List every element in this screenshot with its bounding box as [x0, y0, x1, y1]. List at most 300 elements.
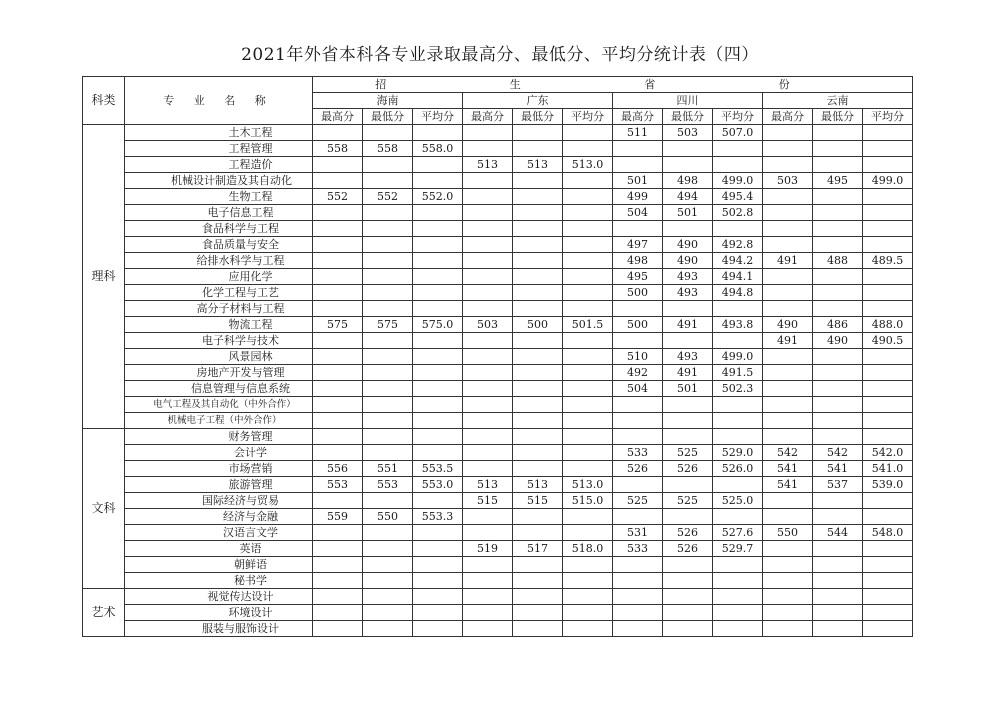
major-name-cell: 汉语言文学: [125, 525, 313, 541]
score-cell: [563, 605, 613, 621]
score-cell: [813, 301, 863, 317]
header-score-type: 最低分: [813, 109, 863, 125]
score-cell: [613, 221, 663, 237]
score-cell: [363, 269, 413, 285]
score-cell: [613, 557, 663, 573]
score-cell: [763, 557, 813, 573]
score-cell: [363, 541, 413, 557]
header-province-guangdong: 广东: [463, 93, 613, 109]
score-cell: 492.8: [713, 237, 763, 253]
score-cell: [363, 573, 413, 589]
score-cell: [513, 221, 563, 237]
score-cell: [663, 621, 713, 637]
score-cell: [363, 429, 413, 445]
header-province-hainan: 海南: [313, 93, 463, 109]
score-cell: [363, 413, 413, 429]
score-cell: 495: [813, 173, 863, 189]
major-name-cell: 给排水科学与工程: [125, 253, 313, 269]
score-cell: [813, 285, 863, 301]
score-cell: [463, 557, 513, 573]
score-cell: [463, 253, 513, 269]
score-cell: [863, 605, 913, 621]
score-cell: [563, 509, 613, 525]
score-cell: 501.5: [563, 317, 613, 333]
score-cell: [363, 349, 413, 365]
score-cell: [763, 365, 813, 381]
score-cell: [463, 525, 513, 541]
score-cell: [763, 141, 813, 157]
score-cell: [663, 429, 713, 445]
score-cell: 558.0: [413, 141, 463, 157]
score-cell: [713, 397, 763, 413]
table-row: [83, 397, 913, 413]
score-cell: [413, 573, 463, 589]
score-cell: [813, 509, 863, 525]
score-cell: [513, 301, 563, 317]
score-cell: 533: [613, 541, 663, 557]
score-cell: 504: [613, 381, 663, 397]
score-cell: [563, 125, 613, 141]
score-cell: [413, 205, 463, 221]
score-cell: [413, 605, 463, 621]
score-cell: [463, 621, 513, 637]
score-cell: 498: [613, 253, 663, 269]
score-cell: [363, 397, 413, 413]
score-cell: 499: [613, 189, 663, 205]
score-cell: [563, 461, 613, 477]
score-cell: 533: [613, 445, 663, 461]
score-cell: [463, 301, 513, 317]
score-cell: [763, 509, 813, 525]
score-cell: 513.0: [563, 157, 613, 173]
score-cell: 575: [363, 317, 413, 333]
score-cell: 553.3: [413, 509, 463, 525]
score-cell: [863, 557, 913, 573]
score-cell: 525: [613, 493, 663, 509]
score-cell: [563, 173, 613, 189]
score-table: [82, 76, 913, 637]
major-name-cell: 视觉传达设计: [125, 589, 313, 605]
score-cell: [713, 477, 763, 493]
score-cell: 575.0: [413, 317, 463, 333]
score-cell: [613, 621, 663, 637]
table-row: [83, 493, 913, 509]
header-score-type: 平均分: [863, 109, 913, 125]
score-cell: [313, 269, 363, 285]
score-cell: [313, 253, 363, 269]
score-cell: 513: [463, 157, 513, 173]
score-cell: 558: [363, 141, 413, 157]
score-cell: [513, 605, 563, 621]
score-cell: 542: [813, 445, 863, 461]
score-cell: [663, 157, 713, 173]
score-cell: [413, 253, 463, 269]
score-cell: [413, 285, 463, 301]
score-cell: [563, 573, 613, 589]
score-cell: 553.5: [413, 461, 463, 477]
table-row: [83, 557, 913, 573]
score-cell: 515.0: [563, 493, 613, 509]
table-row: [83, 445, 913, 461]
score-cell: [513, 365, 563, 381]
category-cell: 理科: [83, 125, 125, 429]
table-row: [83, 541, 913, 557]
score-cell: [313, 493, 363, 509]
score-cell: [363, 525, 413, 541]
score-cell: 495.4: [713, 189, 763, 205]
score-cell: [763, 189, 813, 205]
score-cell: 500: [513, 317, 563, 333]
score-cell: [513, 333, 563, 349]
score-cell: [863, 301, 913, 317]
score-cell: [413, 445, 463, 461]
score-cell: [563, 285, 613, 301]
score-cell: [363, 333, 413, 349]
score-cell: 491.5: [713, 365, 763, 381]
score-cell: [313, 365, 363, 381]
score-cell: [513, 573, 563, 589]
major-name-cell: 化学工程与工艺: [125, 285, 313, 301]
score-cell: [863, 205, 913, 221]
score-cell: 513: [513, 157, 563, 173]
score-cell: 551: [363, 461, 413, 477]
score-cell: [463, 589, 513, 605]
score-cell: [313, 429, 363, 445]
score-cell: [863, 541, 913, 557]
score-cell: [513, 141, 563, 157]
score-cell: [463, 189, 513, 205]
score-cell: [613, 605, 663, 621]
score-cell: [363, 605, 413, 621]
table-row: [83, 253, 913, 269]
score-cell: [363, 301, 413, 317]
score-cell: 490: [663, 253, 713, 269]
score-cell: [863, 349, 913, 365]
category-cell: 文科: [83, 429, 125, 589]
score-cell: [813, 413, 863, 429]
score-cell: [563, 589, 613, 605]
score-cell: 494.2: [713, 253, 763, 269]
major-name-cell: 国际经济与贸易: [125, 493, 313, 509]
score-cell: [363, 589, 413, 605]
score-cell: [763, 381, 813, 397]
score-cell: [413, 221, 463, 237]
table-row: [83, 365, 913, 381]
table-row: [83, 381, 913, 397]
major-name-cell: 房地产开发与管理: [125, 365, 313, 381]
score-cell: [863, 621, 913, 637]
score-cell: [513, 461, 563, 477]
score-cell: [463, 413, 513, 429]
score-cell: [313, 397, 363, 413]
score-cell: [813, 221, 863, 237]
score-cell: 537: [813, 477, 863, 493]
score-cell: [463, 509, 513, 525]
score-cell: [363, 621, 413, 637]
score-cell: [813, 589, 863, 605]
score-cell: [313, 541, 363, 557]
score-cell: 515: [463, 493, 513, 509]
score-cell: 502.3: [713, 381, 763, 397]
header-score-type: 平均分: [413, 109, 463, 125]
score-cell: [363, 557, 413, 573]
score-cell: [363, 253, 413, 269]
score-cell: [863, 269, 913, 285]
score-cell: 525.0: [713, 493, 763, 509]
major-name-cell: 财务管理: [125, 429, 313, 445]
score-cell: [413, 349, 463, 365]
score-cell: [813, 621, 863, 637]
score-cell: 526.0: [713, 461, 763, 477]
major-name-cell: 环境设计: [125, 605, 313, 621]
score-cell: 501: [663, 381, 713, 397]
score-cell: [413, 365, 463, 381]
score-cell: 519: [463, 541, 513, 557]
score-cell: [513, 189, 563, 205]
score-cell: [513, 349, 563, 365]
score-cell: [563, 365, 613, 381]
score-cell: [513, 285, 563, 301]
score-cell: [763, 157, 813, 173]
score-cell: 500: [613, 317, 663, 333]
score-cell: [513, 397, 563, 413]
score-cell: [763, 205, 813, 221]
major-name-cell: 机械电子工程（中外合作）: [125, 413, 313, 429]
score-cell: [563, 397, 613, 413]
score-cell: [413, 269, 463, 285]
table-row: [83, 221, 913, 237]
score-cell: [563, 621, 613, 637]
score-cell: [313, 333, 363, 349]
score-cell: [463, 205, 513, 221]
header-score-type: 最高分: [313, 109, 363, 125]
score-cell: [313, 589, 363, 605]
score-cell: [813, 349, 863, 365]
major-name-cell: 高分子材料与工程: [125, 301, 313, 317]
score-cell: [563, 205, 613, 221]
score-cell: [563, 301, 613, 317]
score-cell: [863, 493, 913, 509]
score-cell: 486: [813, 317, 863, 333]
table-row: [83, 301, 913, 317]
score-cell: [813, 429, 863, 445]
score-cell: [663, 333, 713, 349]
score-cell: 556: [313, 461, 363, 477]
score-cell: 494: [663, 189, 713, 205]
score-cell: 529.0: [713, 445, 763, 461]
score-cell: [763, 125, 813, 141]
table-row: [83, 429, 913, 445]
score-cell: [713, 509, 763, 525]
score-cell: 493: [663, 269, 713, 285]
score-cell: [763, 349, 813, 365]
score-cell: [713, 557, 763, 573]
score-cell: [563, 429, 613, 445]
score-cell: [413, 301, 463, 317]
score-cell: [563, 141, 613, 157]
score-cell: 550: [363, 509, 413, 525]
score-cell: [413, 381, 463, 397]
score-cell: [463, 333, 513, 349]
score-cell: [613, 413, 663, 429]
score-cell: [763, 221, 813, 237]
score-cell: [413, 397, 463, 413]
header-score-type: 最高分: [763, 109, 813, 125]
score-cell: 517: [513, 541, 563, 557]
score-cell: 550: [763, 525, 813, 541]
score-cell: 498: [663, 173, 713, 189]
header-major: 专 业 名 称: [125, 77, 313, 125]
score-cell: [663, 509, 713, 525]
score-cell: [413, 237, 463, 253]
header-score-type: 平均分: [563, 109, 613, 125]
score-cell: 494.1: [713, 269, 763, 285]
score-cell: [563, 189, 613, 205]
score-cell: 553.0: [413, 477, 463, 493]
score-cell: [863, 381, 913, 397]
score-cell: [513, 589, 563, 605]
score-cell: [613, 589, 663, 605]
table-row: [83, 269, 913, 285]
score-cell: 503: [663, 125, 713, 141]
score-cell: [513, 253, 563, 269]
score-cell: [713, 429, 763, 445]
score-cell: [463, 349, 513, 365]
score-cell: [513, 509, 563, 525]
major-name-cell: 风景园林: [125, 349, 313, 365]
table-row: [83, 605, 913, 621]
score-cell: [613, 141, 663, 157]
score-cell: [863, 285, 913, 301]
score-cell: [713, 141, 763, 157]
score-cell: [713, 589, 763, 605]
score-cell: [863, 237, 913, 253]
score-cell: 491: [763, 253, 813, 269]
score-cell: [613, 397, 663, 413]
major-name-cell: 服装与服饰设计: [125, 621, 313, 637]
score-cell: [813, 557, 863, 573]
score-cell: [763, 589, 813, 605]
score-cell: [413, 525, 463, 541]
score-cell: 527.6: [713, 525, 763, 541]
table-row: [83, 413, 913, 429]
major-name-cell: 应用化学: [125, 269, 313, 285]
header-province-group: 招 生 省 份: [313, 77, 913, 93]
score-cell: [713, 221, 763, 237]
score-cell: 525: [663, 445, 713, 461]
score-cell: [813, 381, 863, 397]
score-cell: 525: [663, 493, 713, 509]
score-cell: 541: [813, 461, 863, 477]
score-cell: 491: [663, 317, 713, 333]
score-cell: [563, 221, 613, 237]
score-cell: [763, 413, 813, 429]
score-cell: [313, 285, 363, 301]
table-row: [83, 621, 913, 637]
score-cell: [313, 301, 363, 317]
score-cell: [463, 573, 513, 589]
score-cell: [613, 573, 663, 589]
score-cell: [413, 621, 463, 637]
table-row: [83, 525, 913, 541]
score-cell: [763, 397, 813, 413]
header-score-type: 最高分: [463, 109, 513, 125]
header-category: 科类: [83, 77, 125, 125]
score-cell: 490: [813, 333, 863, 349]
table-row: [83, 589, 913, 605]
score-cell: 542.0: [863, 445, 913, 461]
score-cell: [463, 605, 513, 621]
score-cell: [813, 493, 863, 509]
score-cell: [463, 397, 513, 413]
score-cell: [413, 589, 463, 605]
score-cell: [663, 413, 713, 429]
score-cell: 491: [663, 365, 713, 381]
score-cell: [463, 445, 513, 461]
score-cell: [563, 349, 613, 365]
score-cell: 503: [463, 317, 513, 333]
table-row: [83, 285, 913, 301]
score-cell: 575: [313, 317, 363, 333]
score-cell: [513, 381, 563, 397]
score-cell: [813, 237, 863, 253]
score-cell: [663, 589, 713, 605]
score-cell: [813, 605, 863, 621]
table-row: [83, 333, 913, 349]
score-cell: 511: [613, 125, 663, 141]
score-cell: [513, 205, 563, 221]
score-cell: [763, 237, 813, 253]
table-row: [83, 349, 913, 365]
score-cell: [863, 157, 913, 173]
table-row: [83, 125, 913, 141]
score-cell: [813, 125, 863, 141]
score-cell: 499.0: [713, 349, 763, 365]
page-title: 2021年外省本科各专业录取最高分、最低分、平均分统计表（四）: [241, 45, 759, 65]
score-cell: [863, 573, 913, 589]
score-cell: [313, 381, 363, 397]
score-cell: 552.0: [413, 189, 463, 205]
score-cell: [463, 237, 513, 253]
header-score-type: 最低分: [513, 109, 563, 125]
score-cell: [363, 173, 413, 189]
score-cell: [863, 589, 913, 605]
table-row: [83, 157, 913, 173]
score-cell: [563, 269, 613, 285]
score-cell: [363, 285, 413, 301]
major-name-cell: 秘书学: [125, 573, 313, 589]
category-cell: 艺术: [83, 589, 125, 637]
major-name-cell: 土木工程: [125, 125, 313, 141]
score-cell: [663, 301, 713, 317]
score-cell: 493: [663, 349, 713, 365]
score-cell: [363, 381, 413, 397]
score-cell: 507.0: [713, 125, 763, 141]
score-cell: [713, 157, 763, 173]
header-row-group: [83, 77, 913, 93]
score-cell: 548.0: [863, 525, 913, 541]
score-cell: 558: [313, 141, 363, 157]
score-cell: [463, 141, 513, 157]
score-cell: [863, 413, 913, 429]
header-score-type: 最高分: [613, 109, 663, 125]
score-cell: [763, 429, 813, 445]
score-cell: [413, 429, 463, 445]
score-cell: [813, 205, 863, 221]
score-cell: [663, 573, 713, 589]
major-name-cell: 朝鲜语: [125, 557, 313, 573]
score-cell: 504: [613, 205, 663, 221]
